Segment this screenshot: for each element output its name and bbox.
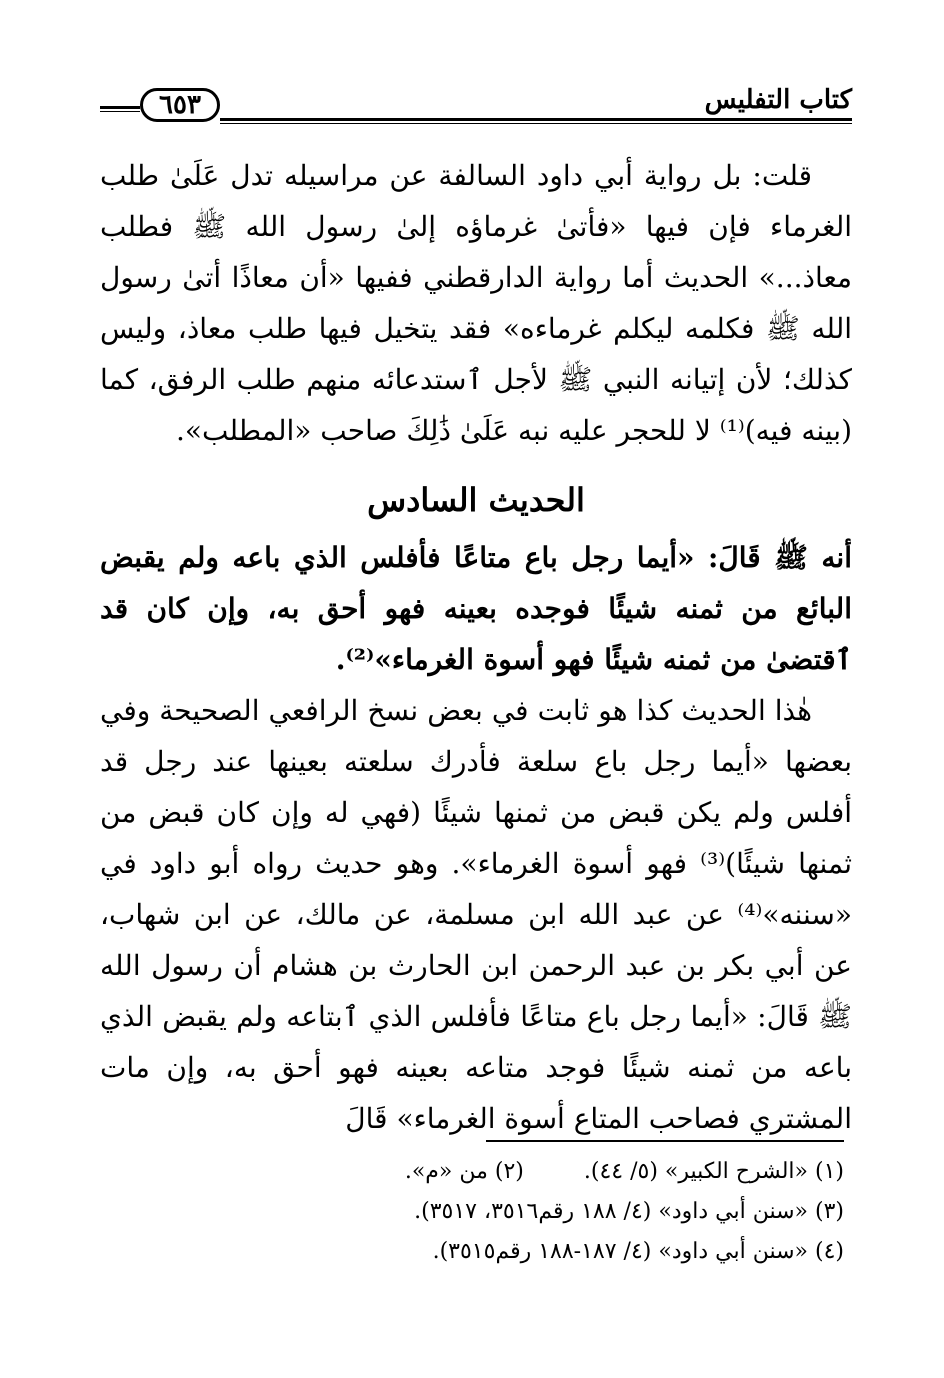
footnote-separator xyxy=(486,1140,844,1142)
footnotes xyxy=(100,1152,844,1272)
footnote-4: (٤) «سنن أبي داود» (٤/ ١٨٧-١٨٨ رقم٣٥١٥). xyxy=(432,1239,844,1264)
footnote-3: (٣) «سنن أبي داود» (٤/ ١٨٨ رقم٣٥١٦، ٣٥١٧). xyxy=(414,1199,844,1224)
footnote-row xyxy=(100,1232,844,1272)
footnote-row xyxy=(100,1152,844,1192)
section-heading: الحديث السادس xyxy=(367,481,585,519)
page-body xyxy=(100,150,852,1144)
page-header xyxy=(100,82,852,128)
chapter-title: كتاب التفليس xyxy=(704,85,852,115)
footnote-2: (٢) من «م». xyxy=(404,1159,524,1184)
page-number: ٦٥٣ xyxy=(140,88,220,122)
header-rule-left xyxy=(100,106,140,112)
footnote-row xyxy=(100,1192,844,1232)
commentary-paragraph: قلت: بل رواية أبي داود السالفة عن مراسيله تدل عَلَىٰ طلب الغرماء فإن فيها «فأتىٰ غرماؤه إلىٰ رسول الله ﷺ فطلب معاذ...» الحديث أما رواية الدارقطني ففيها «أن معاذًا أتىٰ رسول الله ﷺ فكلمه ليكلم غرماءه» فقد يتخيل فيها طلب معاذ، وليس كذلك؛ لأن إتيانه النبي ﷺ لأجل ٱستدعائه منهم طلب الرفق، كما (بينه فيه)⁽¹⁾ لا للحجر عليه نبه عَلَىٰ ذَٰلِكَ صاحب «المطلب». xyxy=(100,159,852,447)
hadith-text: أنه ﷺ قَالَ: «أيما رجل باع متاعًا فأفلس الذي باعه ولم يقبض البائع من ثمنه شيئًا فوجده بعينه فهو أحق به، وإن كان قد ٱقتضىٰ من ثمنه شيئًا فهو أسوة الغرماء»⁽²⁾. xyxy=(100,541,852,676)
header-rule xyxy=(220,118,852,124)
footnote-1: (١) «الشرح الكبير» (٥/ ٤٤). xyxy=(583,1159,844,1184)
discussion-paragraph: هٰذا الحديث كذا هو ثابت في بعض نسخ الرافعي الصحيحة وفي بعضها «أيما رجل باع سلعة فأدرك سلعته بعينها عند رجل قد أفلس ولم يكن قبض من ثمنها شيئًا (فهي له وإن كان قبض من ثمنها شيئًا)⁽³⁾ فهو أسوة الغرماء». وهو حديث رواه أبو داود في «سننه»⁽⁴⁾ عن عبد الله ابن مسلمة، عن مالك، عن ابن شهاب، عن أبي بكر بن عبد الرحمن ابن الحارث بن هشام أن رسول الله ﷺ قَالَ: «أيما رجل باع متاعًا فأفلس الذي ٱبتاعه ولم يقبض الذي باعه من ثمنه شيئًا فوجد متاعه بعينه فهو أحق به، وإن مات المشتري فصاحب المتاع أسوة الغرماء» قَالَ xyxy=(100,694,852,1135)
